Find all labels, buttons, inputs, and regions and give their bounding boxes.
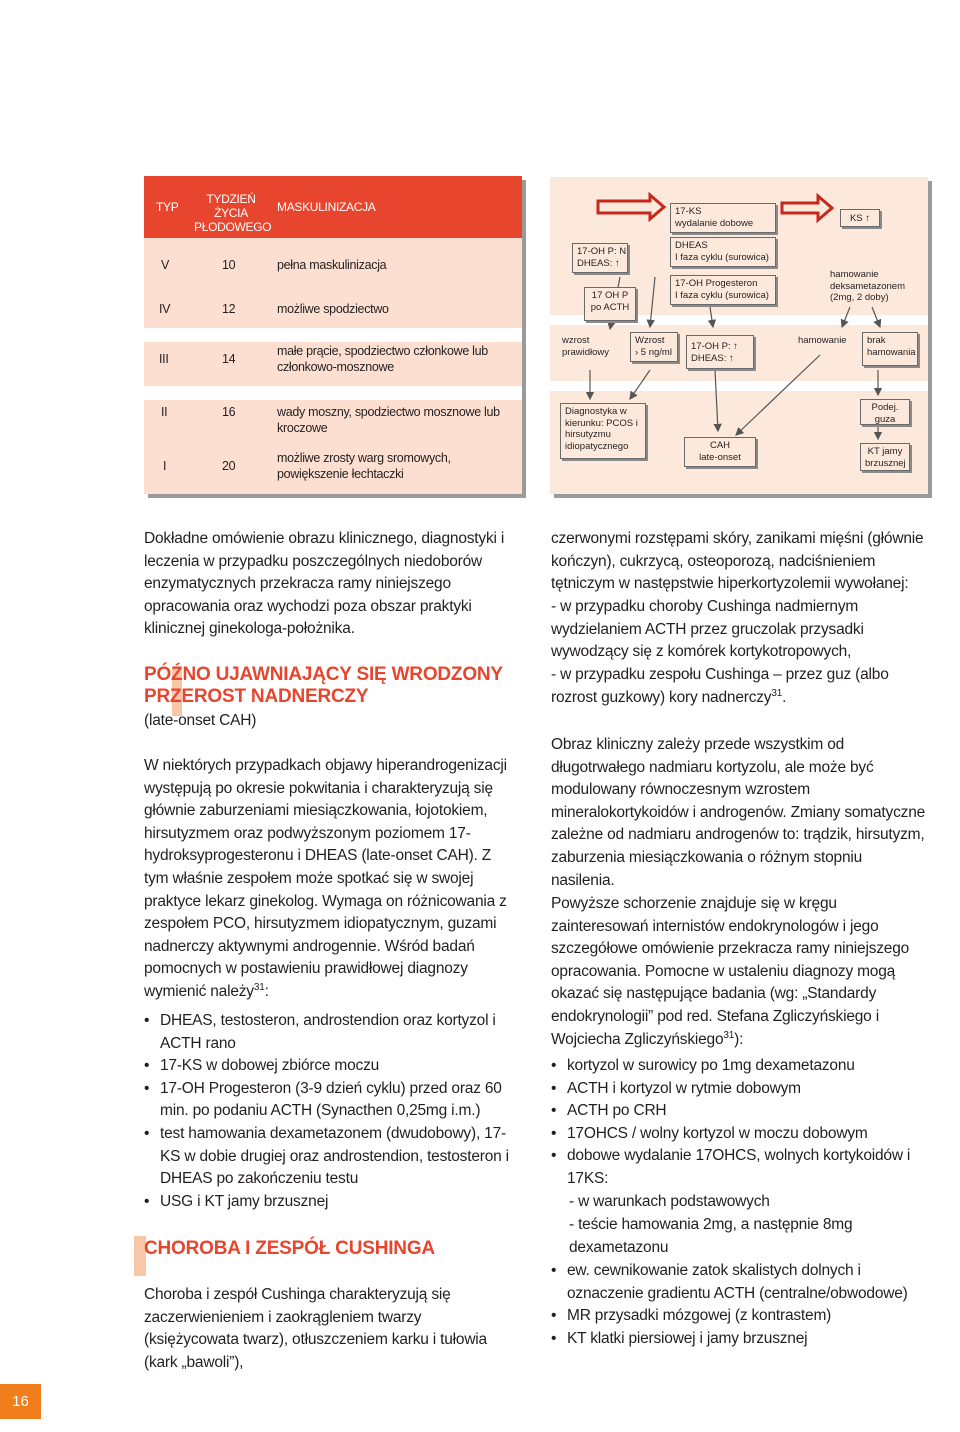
late-onset-colon: :	[264, 982, 269, 1000]
tests-list	[144, 1010, 514, 1213]
box-cah-late-onset: CAH late-onset	[684, 437, 756, 467]
page-number: 16	[0, 1384, 41, 1419]
row-ii-desc: wady moszny, spodziectwo mosznowe lub kroczowe	[277, 405, 500, 435]
diagnostic-flowchart	[550, 177, 928, 494]
right-paragraph-3	[551, 893, 929, 1051]
box-ks: KS ↑	[840, 209, 880, 227]
table-divider	[144, 386, 522, 400]
row-iii-desc: małe prącie, spodziectwo członkowe lub członkowo-mosznowe	[277, 344, 488, 374]
row-v-week: 10	[222, 258, 236, 272]
cushing-tests-list	[551, 1055, 929, 1191]
table-header	[144, 176, 522, 238]
reference-31: 31	[771, 687, 783, 699]
box-brak-hamowania: brak hamowania	[862, 332, 918, 366]
heading-cushing: CHOROBA I ZESPÓŁ CUSHINGA	[144, 1238, 435, 1259]
box-17ohp-acth: 17 OH P po ACTH	[584, 287, 636, 321]
text-17ohp-n: 17-OH P: N	[577, 246, 627, 257]
list-item: • 17-KS w dobowej zbiórce moczu	[144, 1055, 514, 1078]
row-v-desc: pełna maskulinizacja	[277, 258, 387, 272]
intro-paragraph: Dokładne omówienie obrazu klinicznego, diagnostyki i leczenia w przypadku poszczególnych niedoborów enzymatycznych przekracza ramy niniejszego opracowania oraz wychodzi poza obszar praktyki klinicznej ginekologa-położnika.	[144, 530, 505, 638]
row-iv-typ: IV	[159, 302, 171, 316]
row-i-week: 20	[222, 459, 236, 473]
list-item: • 17-OH Progesteron (3-9 dzień cyklu) przed oraz 60 min. po podaniu ACTH (Synacthen 0,25mg i.m.)	[144, 1078, 514, 1123]
list-item: • ACTH i kortyzol w rytmie dobowym	[551, 1078, 929, 1101]
right-paragraph-1: czerwonymi rozstępami skóry, zanikami mięśni (głównie kończyn), cukrzycą, osteoporozą, nadciśnieniem tętniczym w następstwie hiperkortyzolemii wywołanej:	[551, 530, 924, 593]
box-diagnostyka: Diagnostyka w kierunku: PCOS i hirsutyzmu idiopatycznego	[560, 403, 646, 459]
box-dheas-cycle: DHEAS I faza cyklu (surowica)	[670, 237, 776, 267]
heading-line-2: PRZEROST NADNERCZY	[144, 686, 369, 707]
heading-line-1: PÓŹNO UJAWNIAJĄCY SIĘ WRODZONY	[144, 664, 503, 685]
header-maskulinizacja: MASKULINIZACJA	[277, 200, 376, 214]
list-item: • ACTH po CRH	[551, 1100, 929, 1123]
sub-item-2: - teście hamowania 2mg, a następnie 8mg dexametazonu	[569, 1216, 853, 1256]
right-dash-1: - w przypadku choroby Cushinga nadmiernym wydzielaniem ACTH przez gruczolak przysadki wywodzący się z komórek kortykotropowych,	[551, 598, 864, 661]
row-iv-week: 12	[222, 302, 236, 316]
box-podej-guza: Podej. guza	[860, 399, 910, 425]
list-item: • 17OHCS / wolny kortyzol w moczu dobowym	[551, 1123, 929, 1146]
text-wzrost-prawidlowy: wzrost prawidłowy	[562, 335, 609, 358]
late-onset-text: W niektórych przypadkach objawy hiperandrogenizacji występują po okresie pokwitania i charakteryzują się głównie zaburzeniami miesiączkowania, łojotokiem, hirsutyzmem oraz podwyższonym poziomem 17-hydroksyprogesteronu i DHEAS (late-onset CAH). Z tym właśnie zespołem może spotkać się w swojej praktyce lekarz ginekolog. Wymaga on różnicowania z zespołem PCO, hirsutyzmem idiopatycznym, guzami nadnerczy aktywnymi androgennie. Wśród badań pomocnych w postawieniu prawidłowej diagnozy wymienić należy	[144, 757, 507, 1000]
cushing-paragraph: Choroba i zespół Cushinga charakteryzują się zaczerwienieniem i zaokrągleniem twarzy (księżycowata twarz), otłuszczeniem karku i tułowia (kark „bawoli”),	[144, 1286, 487, 1371]
list-item: • test hamowania dexametazonem (dwudobowy), 17-KS w dobie drugiej oraz androstendion, testosteron i DHEAS po zakończeniu testu	[144, 1123, 514, 1191]
list-item: • DHEAS, testosteron, androstendion oraz kortyzol i ACTH rano	[144, 1010, 514, 1055]
cushing-tests-list-2	[551, 1260, 929, 1350]
list-item: • kortyzol w surowicy po 1mg dexametazonu	[551, 1055, 929, 1078]
list-item: • KT klatki piersiowej i jamy brzusznej	[551, 1328, 929, 1351]
maskulinizacja-table	[144, 176, 522, 494]
list-item: • USG i KT jamy brzusznej	[144, 1191, 514, 1214]
para-3-end: ):	[734, 1030, 744, 1048]
row-iii-week: 14	[222, 352, 236, 366]
sub-item-1: - w warunkach podstawowych	[569, 1193, 770, 1210]
box-kt-jamy: KT jamy brzusznej	[860, 443, 910, 471]
heading-subtitle: (late-onset CAH)	[144, 712, 257, 729]
text-hamowanie: hamowanie	[798, 335, 847, 346]
header-tydzien: TYDZIEŃ ŻYCIA PŁODOWEGO	[194, 192, 272, 234]
row-iii-typ: III	[159, 352, 169, 366]
dash-2-text: - w przypadku zespołu Cushinga – przez guz (albo rozrost guzkowy) kory nadnerczy	[551, 666, 889, 706]
heading-late-onset-cah	[144, 664, 503, 708]
box-wzrost-5: Wzrost › 5 ng/ml	[630, 332, 678, 362]
row-i-typ: I	[163, 459, 167, 473]
para-3-text: Powyższe schorzenie znajduje się w kręgu zainteresowań internistów endokrynologów i jego szczegółowe omówienie przekracza ramy niniejszego opracowania. Pomocne w ustaleniu diagnozy mogą okazać się następujące badania (wg: „Standardy endokrynologii” pod red. Stefana Zgliczyńskiego i Wojciecha Zgliczyńskiego	[551, 895, 910, 1048]
reference-31: 31	[723, 1029, 735, 1041]
table-divider	[144, 328, 522, 342]
list-item: • ew. cewnikowanie zatok skalistych dolnych i oznaczenie gradientu ACTH (centralne/obwodowe)	[551, 1260, 929, 1305]
text-dheas-up: DHEAS: ↑	[577, 257, 620, 269]
late-onset-paragraph	[144, 755, 518, 1004]
reference-31: 31	[253, 981, 265, 993]
row-i-desc: możliwe zrosty warg sromowych, powiększenie łechtaczki	[277, 451, 451, 481]
box-17ks: 17-KS wydalanie dobowe	[670, 203, 776, 233]
list-item: • MR przysadki mózgowej (z kontrastem)	[551, 1305, 929, 1328]
list-item: • dobowe wydalanie 17OHCS, wolnych kortykoidów i 17KS:	[551, 1145, 929, 1190]
box-17oh-progesteron: 17-OH Progesteron I faza cyklu (surowica)	[670, 275, 776, 305]
row-v-typ: V	[161, 258, 170, 272]
row-iv-desc: możliwe spodziectwo	[277, 302, 389, 316]
box-17ohp-dheas	[572, 243, 628, 273]
right-paragraph-2: Obraz kliniczny zależy przede wszystkim od długotrwałego nadmiaru kortyzolu, ale może być modulowany równoczesnym wzrostem mineralokortykoidów i androgenów. Zmiany somatyczne zależne od nadmiaru androgenów to: trądzik, hirsutyzm, zaburzenia miesiączkowania o różnym stopniu nasilenia.	[551, 736, 926, 889]
right-dash-2	[551, 664, 929, 709]
header-typ: TYP	[156, 200, 179, 214]
text-hamowanie-dex: hamowanie deksametazonem (2mg, 2 doby)	[830, 269, 905, 303]
box-17ohp-dheas-up: 17-OH P: ↑ DHEAS: ↑	[686, 335, 754, 369]
dash-2-end: .	[782, 688, 787, 706]
row-ii-typ: II	[161, 405, 168, 419]
row-ii-week: 16	[222, 405, 236, 419]
